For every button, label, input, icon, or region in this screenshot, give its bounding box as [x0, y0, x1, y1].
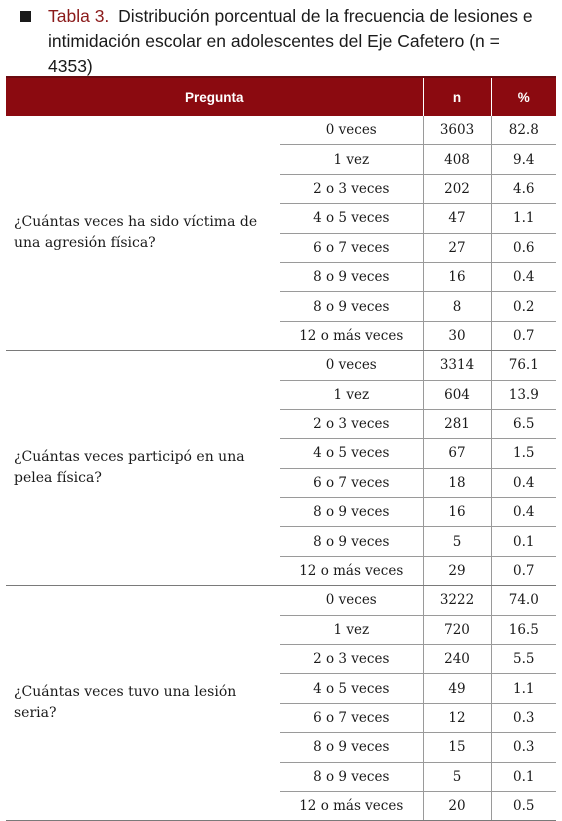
percent-cell: 13.9 — [491, 380, 556, 409]
option-cell: 8 o 9 veces — [280, 733, 423, 762]
count-cell: 15 — [423, 733, 491, 762]
count-cell: 720 — [423, 615, 491, 644]
percent-cell: 0.7 — [491, 321, 556, 350]
count-cell: 5 — [423, 527, 491, 556]
percent-cell: 16.5 — [491, 615, 556, 644]
count-cell: 281 — [423, 409, 491, 438]
count-cell: 18 — [423, 468, 491, 497]
count-cell: 8 — [423, 292, 491, 321]
percent-cell: 1.1 — [491, 674, 556, 703]
option-cell: 4 o 5 veces — [280, 204, 423, 233]
header-pregunta: Pregunta — [6, 77, 423, 116]
option-cell: 8 o 9 veces — [280, 292, 423, 321]
option-cell: 0 veces — [280, 116, 423, 145]
table-row — [6, 351, 556, 380]
question-cell: ¿Cuántas veces tuvo una lesión seria? — [6, 586, 280, 821]
percent-cell: 4.6 — [491, 174, 556, 203]
option-cell: 6 o 7 veces — [280, 233, 423, 262]
percent-cell: 1.1 — [491, 204, 556, 233]
option-cell: 2 o 3 veces — [280, 409, 423, 438]
percent-cell: 0.7 — [491, 556, 556, 585]
count-cell: 16 — [423, 498, 491, 527]
header-n: n — [423, 77, 491, 116]
count-cell: 49 — [423, 674, 491, 703]
option-cell: 12 o más veces — [280, 791, 423, 820]
percent-cell: 6.5 — [491, 409, 556, 438]
percent-cell: 76.1 — [491, 351, 556, 380]
percent-cell: 0.6 — [491, 233, 556, 262]
table-body — [6, 116, 556, 821]
option-cell: 8 o 9 veces — [280, 262, 423, 291]
table-caption — [48, 4, 548, 79]
percent-cell: 0.1 — [491, 762, 556, 791]
percent-cell: 0.4 — [491, 262, 556, 291]
option-cell: 6 o 7 veces — [280, 468, 423, 497]
square-bullet-icon — [20, 11, 31, 22]
percent-cell: 0.1 — [491, 527, 556, 556]
option-cell: 8 o 9 veces — [280, 762, 423, 791]
table-row — [6, 116, 556, 145]
count-cell: 27 — [423, 233, 491, 262]
option-cell: 4 o 5 veces — [280, 674, 423, 703]
count-cell: 604 — [423, 380, 491, 409]
option-cell: 8 o 9 veces — [280, 498, 423, 527]
option-cell: 2 o 3 veces — [280, 645, 423, 674]
option-cell: 2 o 3 veces — [280, 174, 423, 203]
percent-cell: 9.4 — [491, 145, 556, 174]
count-cell: 240 — [423, 645, 491, 674]
table-caption-text: Distribución porcentual de la frecuencia de lesiones e intimidación escolar en adolescentes del Eje Cafetero (n = 4353) — [48, 6, 533, 76]
count-cell: 12 — [423, 703, 491, 732]
percent-cell: 0.4 — [491, 468, 556, 497]
option-cell: 6 o 7 veces — [280, 703, 423, 732]
count-cell: 16 — [423, 262, 491, 291]
table-header-row — [6, 77, 556, 116]
option-cell: 0 veces — [280, 586, 423, 615]
count-cell: 3603 — [423, 116, 491, 145]
option-cell: 12 o más veces — [280, 556, 423, 585]
count-cell: 67 — [423, 439, 491, 468]
option-cell: 1 vez — [280, 145, 423, 174]
count-cell: 3314 — [423, 351, 491, 380]
percent-cell: 0.3 — [491, 703, 556, 732]
percent-cell: 0.3 — [491, 733, 556, 762]
count-cell: 20 — [423, 791, 491, 820]
percent-cell: 5.5 — [491, 645, 556, 674]
count-cell: 5 — [423, 762, 491, 791]
percent-cell: 82.8 — [491, 116, 556, 145]
count-cell: 47 — [423, 204, 491, 233]
count-cell: 408 — [423, 145, 491, 174]
count-cell: 29 — [423, 556, 491, 585]
option-cell: 1 vez — [280, 615, 423, 644]
table-row — [6, 586, 556, 615]
question-cell: ¿Cuántas veces ha sido víctima de una agresión física? — [6, 116, 280, 351]
option-cell: 12 o más veces — [280, 321, 423, 350]
question-cell: ¿Cuántas veces participó en una pelea física? — [6, 351, 280, 586]
option-cell: 1 vez — [280, 380, 423, 409]
header-percent: % — [491, 77, 556, 116]
option-cell: 4 o 5 veces — [280, 439, 423, 468]
frequency-table — [6, 76, 556, 821]
percent-cell: 0.5 — [491, 791, 556, 820]
percent-cell: 0.4 — [491, 498, 556, 527]
count-cell: 3222 — [423, 586, 491, 615]
option-cell: 8 o 9 veces — [280, 527, 423, 556]
percent-cell: 0.2 — [491, 292, 556, 321]
percent-cell: 1.5 — [491, 439, 556, 468]
option-cell: 0 veces — [280, 351, 423, 380]
table-label: Tabla 3. — [48, 6, 110, 26]
count-cell: 202 — [423, 174, 491, 203]
percent-cell: 74.0 — [491, 586, 556, 615]
count-cell: 30 — [423, 321, 491, 350]
